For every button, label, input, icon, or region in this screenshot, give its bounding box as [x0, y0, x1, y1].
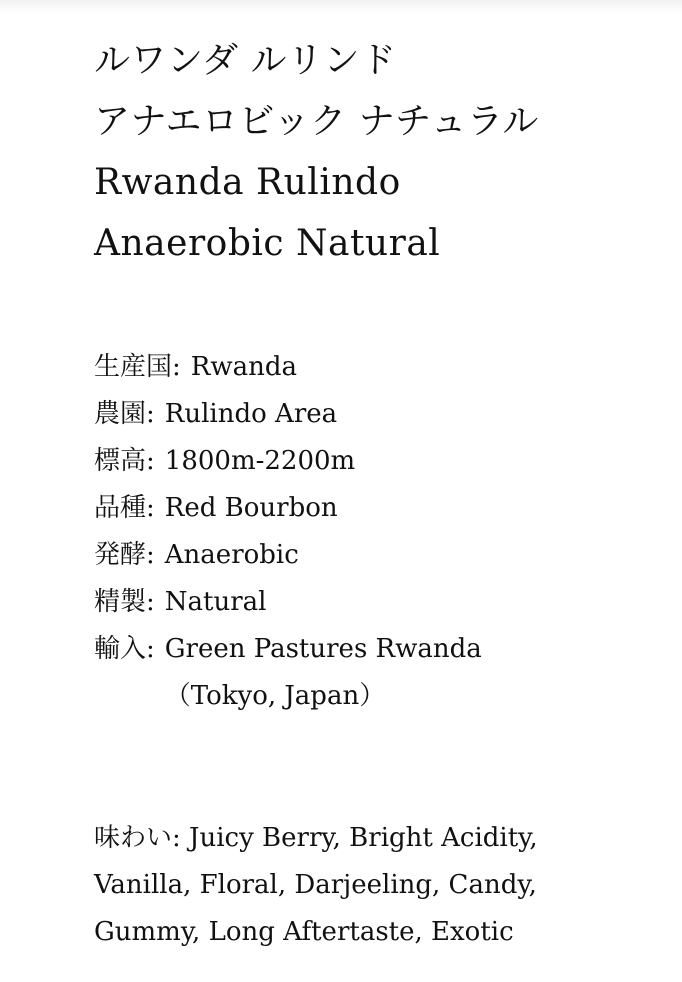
importer-name: Green Pastures Rwanda [164, 634, 482, 664]
spec-label-altitude: 標高 [94, 446, 147, 476]
spec-row-farm [94, 391, 654, 438]
spec-label-variety: 品種 [94, 493, 147, 523]
spec-value-country: Rwanda [190, 352, 298, 382]
title-jp-line-2: アナエロビック ナチュラル [94, 101, 539, 142]
title-jp-line-1: ルワンダ ルリンド [94, 40, 397, 81]
spec-label-fermentation: 発酵 [94, 540, 147, 570]
importer-location: （Tokyo, Japan） [164, 681, 386, 711]
spec-value-fermentation: Anaerobic [164, 540, 299, 570]
spec-list [94, 344, 654, 720]
spec-row-variety [94, 485, 654, 532]
taste-label: 味わい [94, 823, 173, 853]
spec-label-farm: 農園 [94, 399, 147, 429]
spec-value-altitude: 1800m-2200m [164, 446, 356, 476]
spec-row-importer [94, 626, 654, 720]
spec-separator: : [146, 540, 155, 570]
spec-row-altitude [94, 438, 654, 485]
taste-notes: Juicy Berry, Bright Acidity, Vanilla, Floral, Darjeeling, Candy, Gummy, Long Aftertaste, Exotic [94, 823, 538, 947]
product-description [94, 30, 654, 982]
spec-separator: : [146, 493, 155, 523]
spec-separator: : [146, 399, 155, 429]
spec-separator: : [146, 634, 155, 664]
spec-label-importer: 輸入 [94, 634, 147, 664]
spec-label-country: 生産国 [94, 352, 173, 382]
spec-label-process: 精製 [94, 587, 147, 617]
title-en-line-2: Anaerobic Natural [94, 223, 441, 264]
spec-value-farm: Rulindo Area [164, 399, 338, 429]
spec-separator: : [146, 587, 155, 617]
spec-value-variety: Red Bourbon [164, 493, 338, 523]
spec-value-importer [165, 626, 482, 720]
product-title [94, 30, 654, 274]
spec-row-country [94, 344, 654, 391]
spec-separator: : [172, 352, 181, 382]
spec-separator: : [146, 446, 155, 476]
title-en-line-1: Rwanda Rulindo [94, 162, 401, 203]
taste-separator: : [172, 823, 181, 853]
tasting-notes [94, 815, 594, 956]
spec-row-fermentation [94, 532, 654, 579]
spec-value-process: Natural [164, 587, 267, 617]
spec-row-process [94, 579, 654, 626]
top-shadow [0, 0, 682, 14]
